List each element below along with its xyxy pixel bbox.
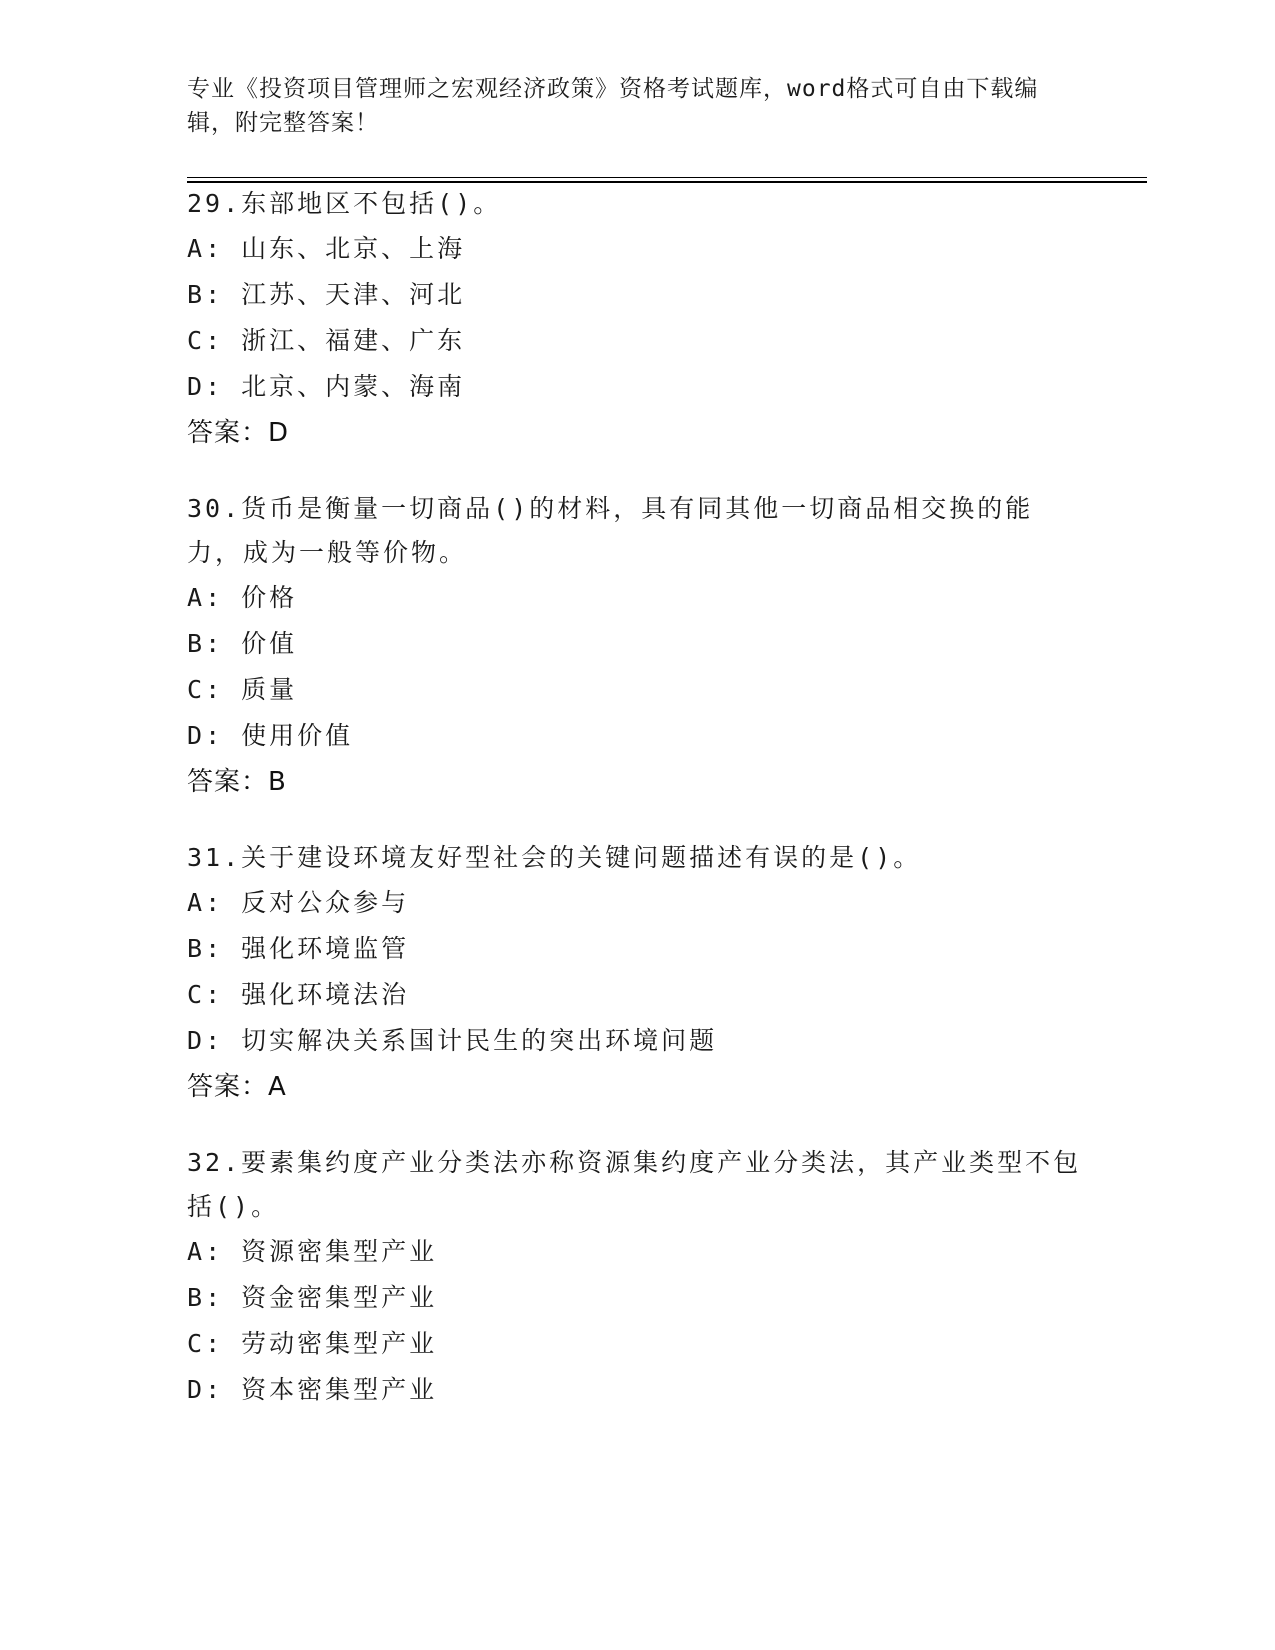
option-text: 使用价值: [241, 721, 354, 750]
option-letter: B: [187, 629, 206, 658]
option-text: 山东、北京、上海: [241, 234, 466, 263]
option-letter: A: [187, 583, 206, 612]
option-c: C: 劳动密集型产业: [187, 1329, 438, 1358]
option-letter: A: [187, 234, 206, 263]
option-b: B: 价值: [187, 629, 298, 658]
question-30: [187, 487, 1087, 805]
option-text: 强化环境监管: [241, 934, 410, 963]
question-stem: 29.东部地区不包括()。: [187, 189, 502, 218]
option-letter: A: [187, 888, 206, 917]
option-letter: C: [187, 675, 206, 704]
document-page: [187, 0, 1147, 1650]
option-letter: C: [187, 326, 206, 355]
option-letter: A: [187, 1237, 206, 1266]
option-letter: C: [187, 1329, 206, 1358]
answer-label: 答案：D: [187, 418, 290, 448]
option-letter: B: [187, 934, 206, 963]
option-c: C: 质量: [187, 675, 298, 704]
option-letter: B: [187, 280, 206, 309]
option-b: B: 江苏、天津、河北: [187, 280, 466, 309]
option-letter: D: [187, 721, 206, 750]
answer-label: 答案：B: [187, 767, 287, 797]
option-a: A: 价格: [187, 583, 298, 612]
option-text: 反对公众参与: [241, 888, 410, 917]
question-stem: 31.关于建设环境友好型社会的关键问题描述有误的是()。: [187, 843, 922, 872]
option-a: A: 资源密集型产业: [187, 1237, 438, 1266]
option-text: 资本密集型产业: [241, 1375, 438, 1404]
option-a: A: 反对公众参与: [187, 888, 410, 917]
option-letter: B: [187, 1283, 206, 1312]
option-letter: D: [187, 1375, 206, 1404]
option-d: D: 北京、内蒙、海南: [187, 372, 466, 401]
header-line-2: 辑，附完整答案！: [187, 110, 379, 136]
option-letter: D: [187, 1026, 206, 1055]
option-b: B: 强化环境监管: [187, 934, 410, 963]
option-d: D: 资本密集型产业: [187, 1375, 438, 1404]
option-letter: C: [187, 980, 206, 1009]
option-text: 浙江、福建、广东: [241, 326, 466, 355]
option-text: 强化环境法治: [241, 980, 410, 1009]
option-letter: D: [187, 372, 206, 401]
option-text: 资金密集型产业: [241, 1283, 438, 1312]
option-text: 质量: [241, 675, 298, 704]
option-c: C: 强化环境法治: [187, 980, 410, 1009]
question-32: [187, 1141, 1087, 1413]
header-line-1: 专业《投资项目管理师之宏观经济政策》资格考试题库，word格式可自由下载编: [187, 76, 1039, 102]
option-text: 资源密集型产业: [241, 1237, 438, 1266]
option-text: 江苏、天津、河北: [241, 280, 466, 309]
option-text: 切实解决关系国计民生的突出环境问题: [241, 1026, 718, 1055]
option-a: A: 山东、北京、上海: [187, 234, 466, 263]
document-header: [187, 72, 1087, 140]
question-31: [187, 836, 1087, 1110]
option-b: B: 资金密集型产业: [187, 1283, 438, 1312]
option-d: D: 切实解决关系国计民生的突出环境问题: [187, 1026, 718, 1055]
question-stem: 30.货币是衡量一切商品()的材料，具有同其他一切商品相交换的能力，成为一般等价物。: [187, 494, 1034, 567]
option-text: 劳动密集型产业: [241, 1329, 438, 1358]
option-text: 北京、内蒙、海南: [241, 372, 466, 401]
question-stem: 32.要素集约度产业分类法亦称资源集约度产业分类法，其产业类型不包括()。: [187, 1148, 1082, 1221]
option-d: D: 使用价值: [187, 721, 354, 750]
option-c: C: 浙江、福建、广东: [187, 326, 466, 355]
question-29: [187, 182, 1087, 456]
header-divider-thin: [187, 177, 1147, 178]
option-text: 价值: [241, 629, 298, 658]
answer-label: 答案：A: [187, 1072, 287, 1102]
option-text: 价格: [241, 583, 298, 612]
